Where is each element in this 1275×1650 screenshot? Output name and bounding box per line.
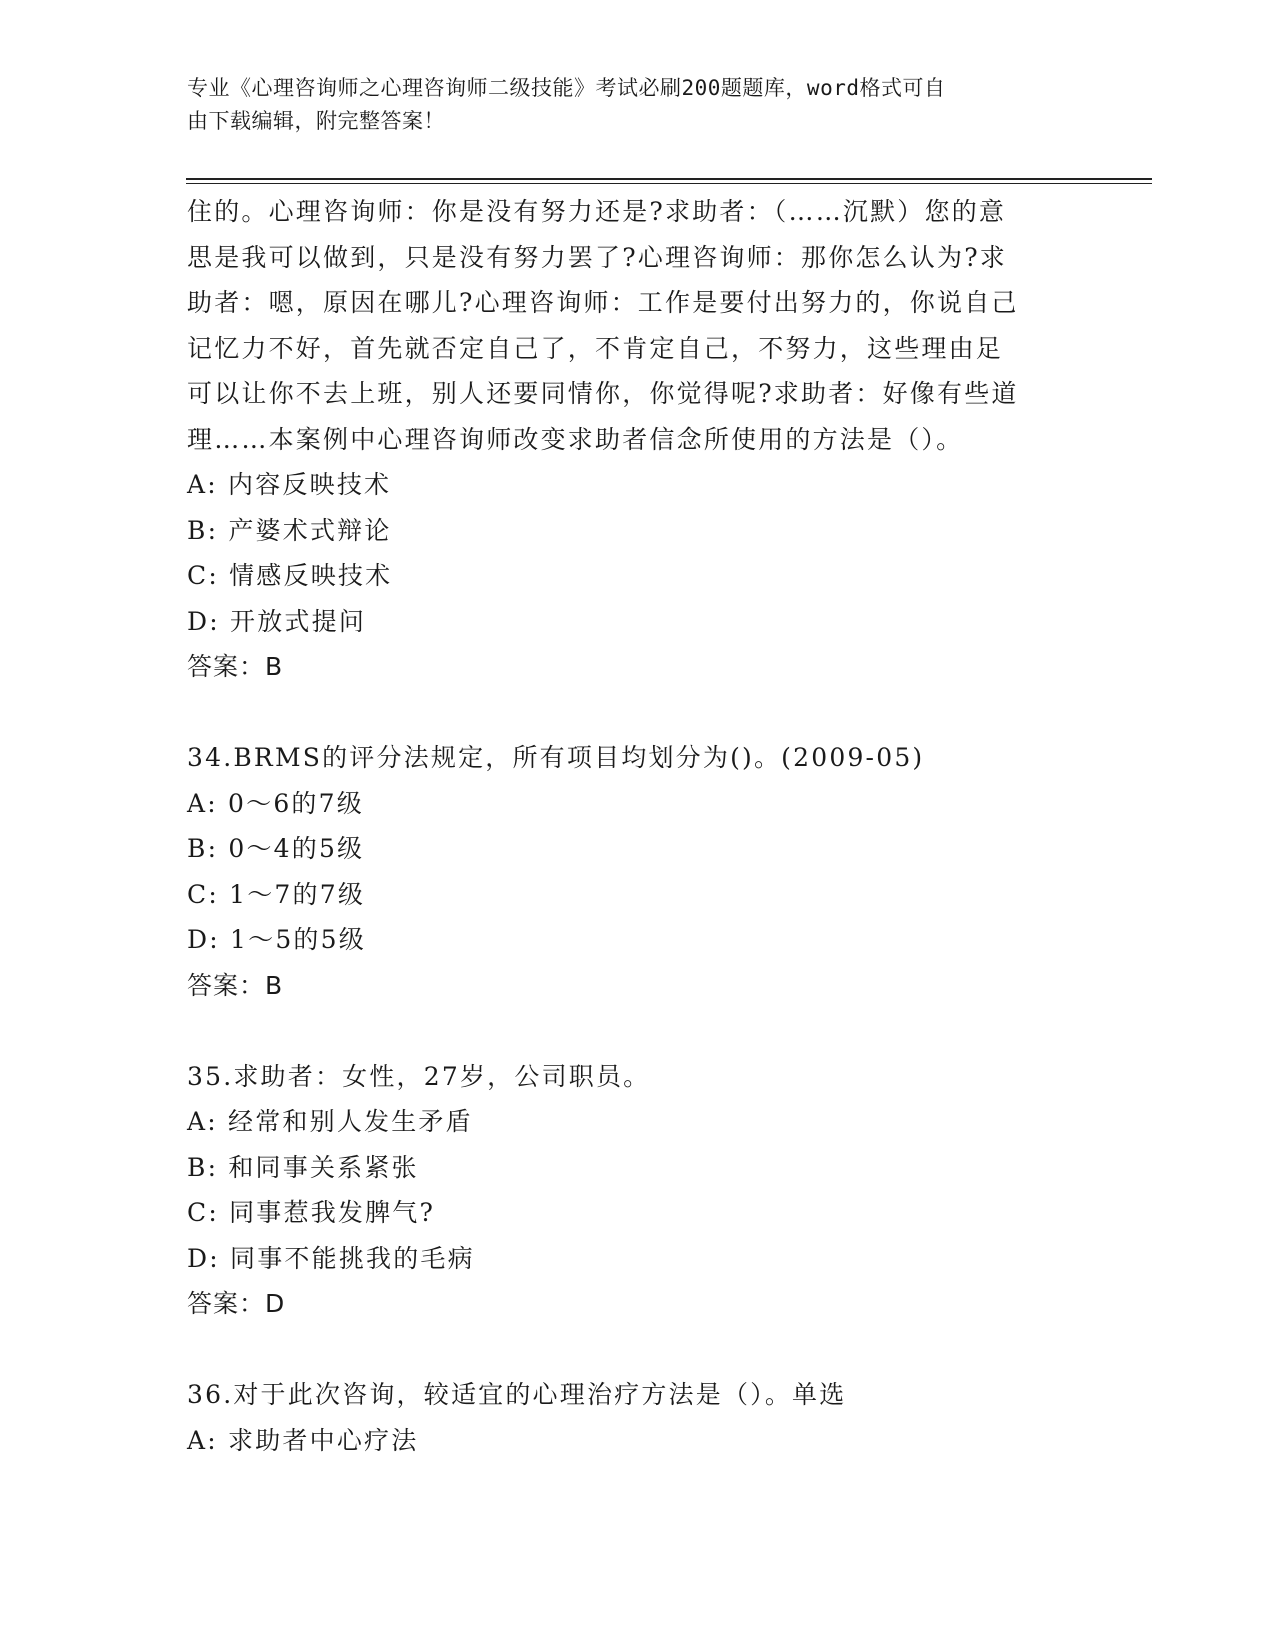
question-stem-line: 住的。心理咨询师：你是没有努力还是?求助者：（……沉默）您的意 [187,197,1007,226]
question-stem-line: 可以让你不去上班，别人还要同情你，你觉得呢?求助者：好像有些道 [187,379,1019,408]
question-stem-line: 理……本案例中心理咨询师改变求助者信念所使用的方法是（）。 [187,424,964,454]
header-rule-thick [186,178,1152,180]
option-c: C: 情感反映技术 [187,561,393,590]
option-d: D: 同事不能挑我的毛病 [187,1243,475,1273]
option-c: C: 1～7的7级 [187,879,366,909]
option-a: A: 0～6的7级 [187,788,364,818]
option-a: A: 求助者中心疗法 [187,1425,419,1455]
question-stem-line: 思是我可以做到，只是没有努力罢了?心理咨询师：那你怎么认为?求 [187,242,1008,272]
question-list [187,189,1087,1463]
spacer [187,690,1087,736]
option-c: C: 同事惹我发脾气? [187,1198,436,1227]
answer: 答案：B [187,652,284,681]
question-stem-line: 记忆力不好，首先就否定自己了，不肯定自己，不努力，这些理由足 [187,333,1004,363]
option-a: A: 经常和别人发生矛盾 [187,1107,473,1136]
question-stem: 36.对于此次咨询，较适宜的心理治疗方法是（）。单选 [187,1380,847,1409]
question-stem: 35.求助者：女性，27岁，公司职员。 [187,1061,651,1091]
header-line-1: 专业《心理咨询师之心理咨询师二级技能》考试必刷200题题库，word格式可自 [187,76,946,100]
question-stem-line: 助者：嗯，原因在哪儿?心理咨询师：工作是要付出努力的，你说自己 [187,288,1019,317]
spacer [187,1327,1087,1373]
answer: 答案：B [187,970,284,1000]
option-d: D: 开放式提问 [187,606,367,636]
document-header [187,72,1067,138]
question-34 [187,735,1087,1008]
header-rule-thin [186,183,1152,184]
answer: 答案：D [187,1289,286,1318]
option-b: B: 和同事关系紧张 [187,1152,419,1182]
option-a: A: 内容反映技术 [187,470,392,499]
question-33 [187,189,1087,690]
spacer [187,1008,1087,1054]
header-line-2: 由下载编辑，附完整答案！ [187,109,445,133]
question-35 [187,1054,1087,1327]
option-d: D: 1～5的5级 [187,925,366,954]
option-b: B: 0～4的5级 [187,834,365,863]
option-b: B: 产婆术式辩论 [187,515,392,545]
question-stem: 34.BRMS的评分法规定，所有项目均划分为()。(2009-05) [187,743,925,772]
question-36 [187,1372,1087,1463]
